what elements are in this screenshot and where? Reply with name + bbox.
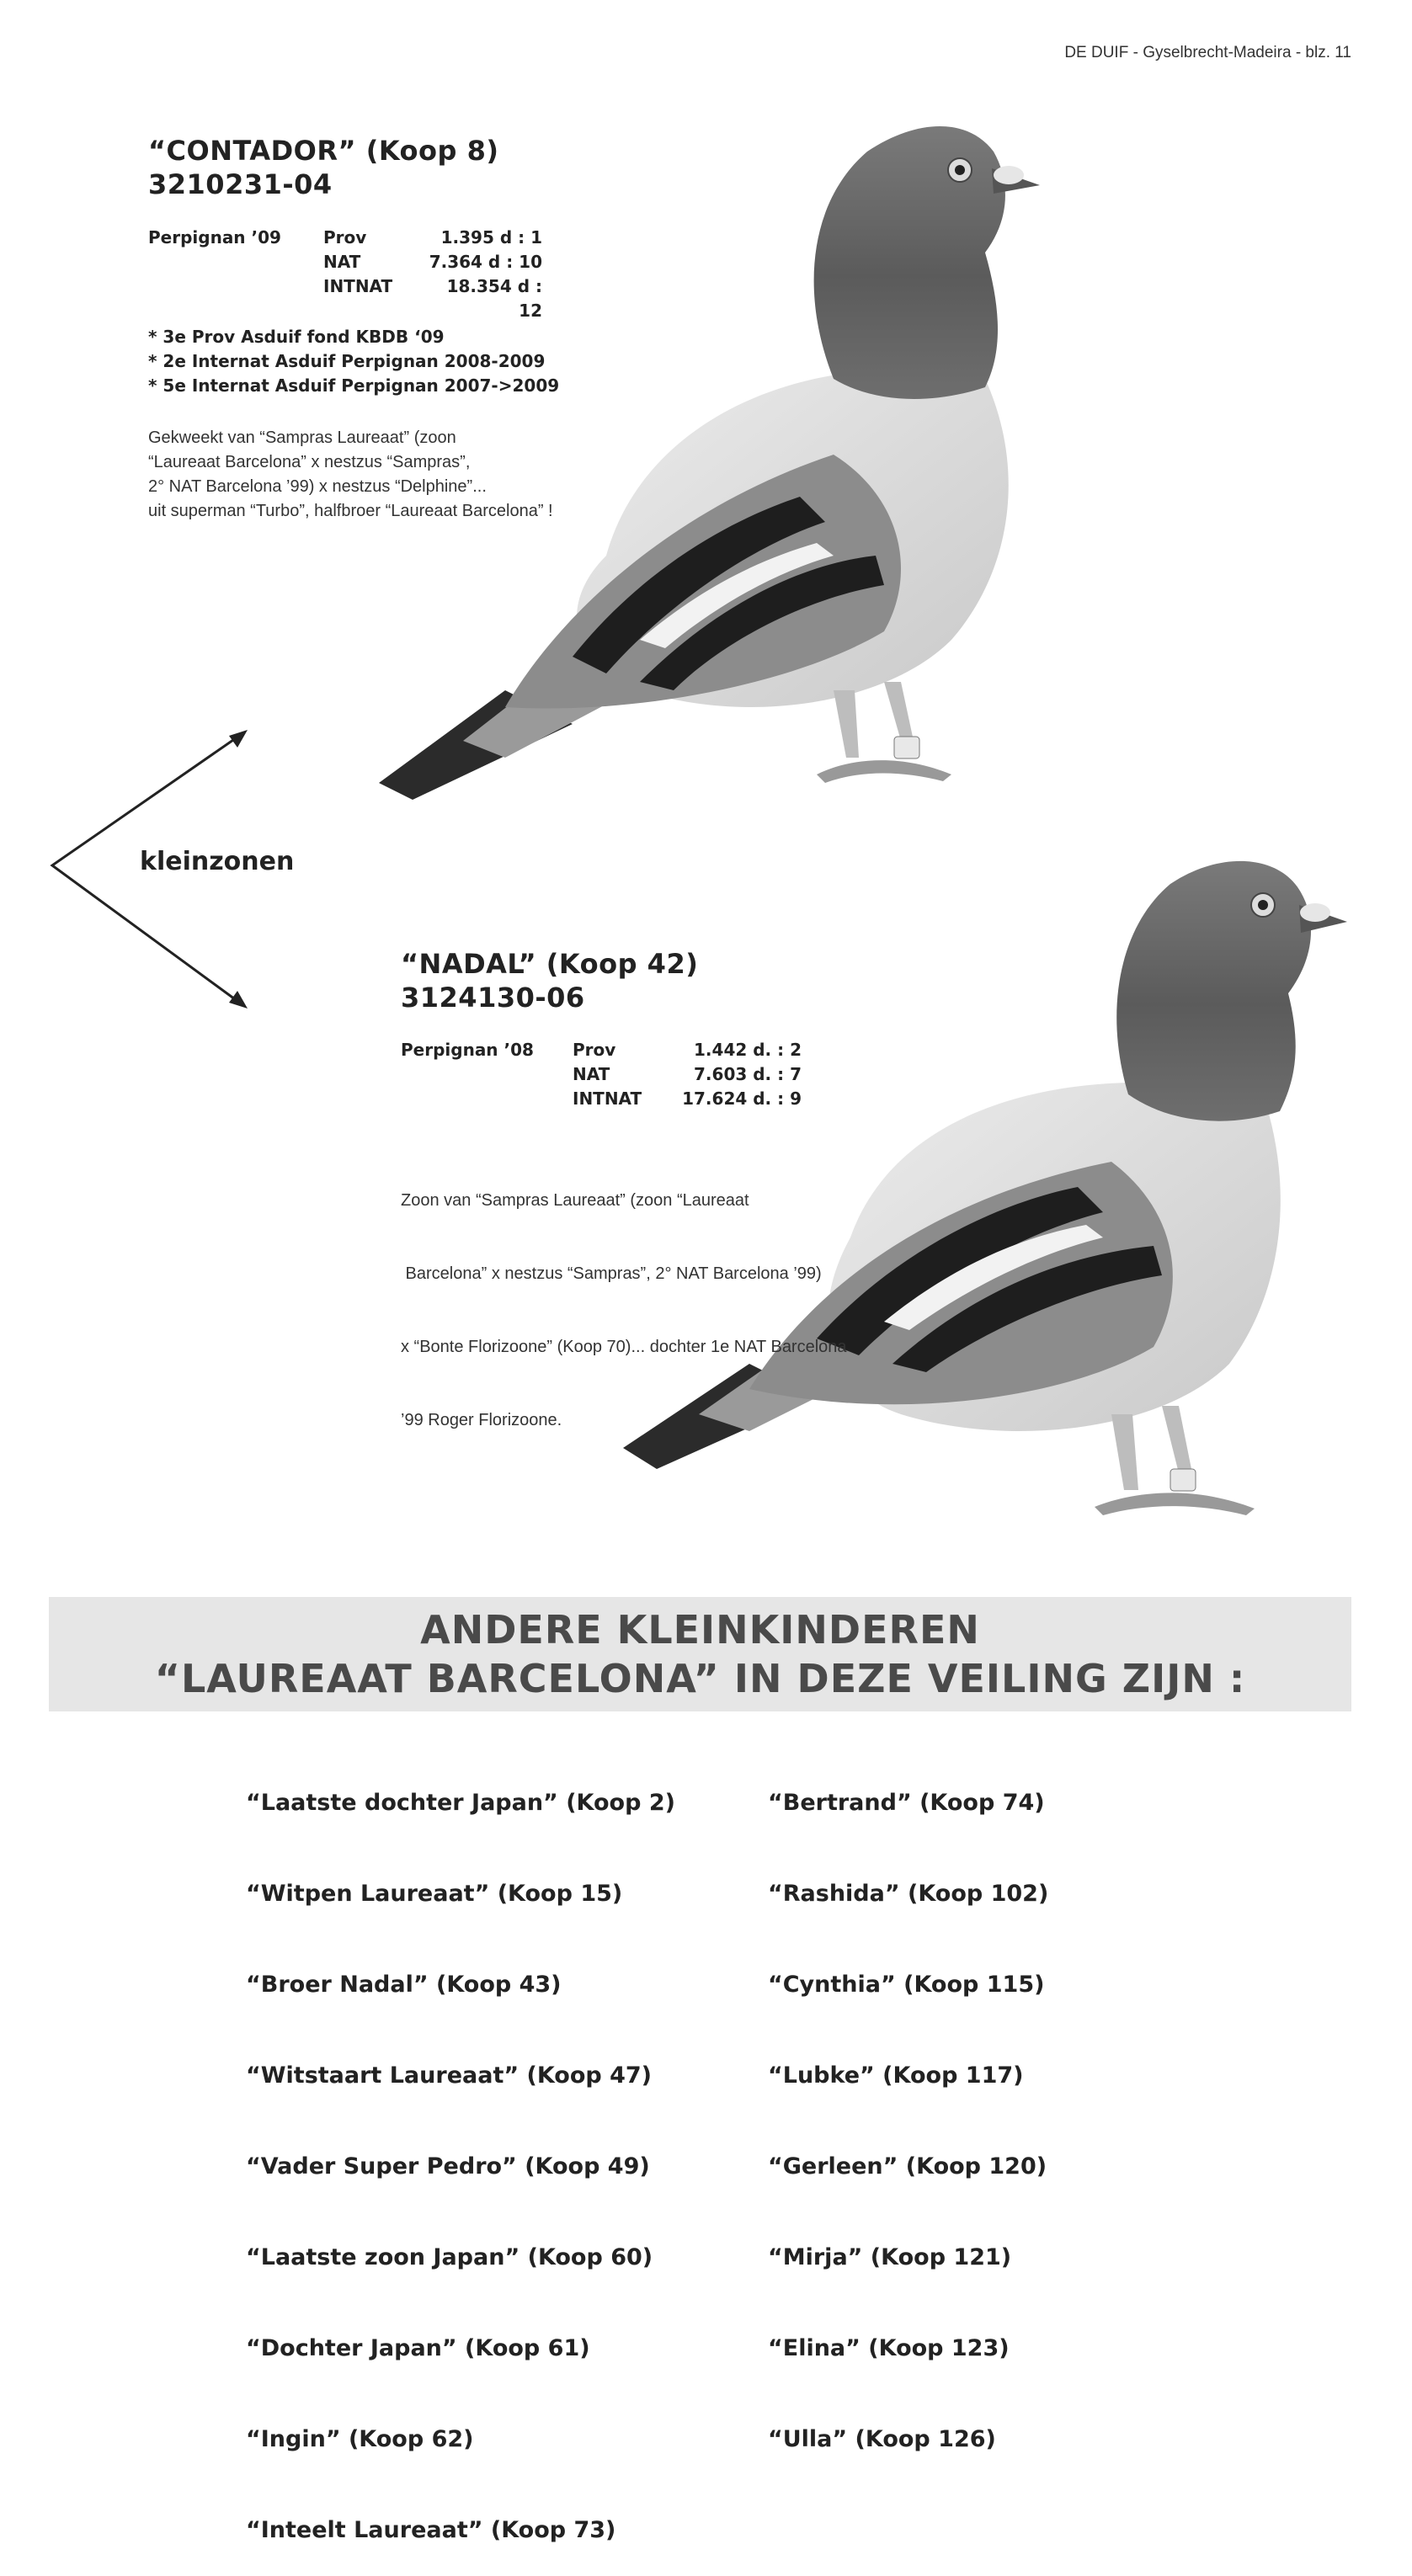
nadal-result-value: 7.603 d. : 7: [694, 1064, 802, 1084]
honour-line: * 3e Prov Asduif fond KBDB ‘09: [148, 327, 445, 347]
contador-result-type: NAT: [323, 252, 361, 272]
nadal-result-type: INTNAT: [573, 1088, 642, 1109]
honour-line: * 2e Internat Asduif Perpignan 2008-2009: [148, 351, 546, 371]
contador-results: [148, 226, 569, 321]
list-item: “Lubke” (Koop 117): [768, 2062, 1024, 2089]
contador-result-value: 7.364 d : 10: [429, 252, 542, 272]
contador-title: “CONTADOR” (Koop 8): [148, 135, 499, 167]
nadal-title: “NADAL” (Koop 42): [401, 948, 699, 980]
contador-result-type: Prov: [323, 227, 367, 247]
pedigree-line: x “Bonte Florizoone” (Koop 70)... dochter 1e NAT Barcelona: [401, 1338, 847, 1356]
list-item: “Broer Nadal” (Koop 43): [246, 1972, 562, 1998]
nadal-result-value: 1.442 d. : 2: [694, 1040, 802, 1060]
grandchildren-list-right: [768, 1727, 1048, 2485]
list-item: “Laatste dochter Japan” (Koop 2): [246, 1790, 675, 1816]
contador-ring-number: 3210231-04: [148, 168, 333, 200]
grandchildren-list-left: [246, 1727, 675, 2576]
list-item: “Bertrand” (Koop 74): [768, 1790, 1045, 1816]
contador-result-type: INTNAT: [323, 276, 393, 296]
pedigree-line: Barcelona” x nestzus “Sampras”, 2° NAT Barcelona ’99): [401, 1264, 822, 1283]
running-header: DE DUIF - Gyselbrecht-Madeira - blz. 11: [1064, 44, 1351, 61]
list-item: “Elina” (Koop 123): [768, 2335, 1010, 2361]
list-item: “Ingin” (Koop 62): [246, 2426, 474, 2452]
list-item: “Inteelt Laureaat” (Koop 73): [246, 2517, 616, 2543]
nadal-result-type: Prov: [573, 1040, 616, 1060]
nadal-results: [401, 1038, 822, 1114]
arrowhead-down-icon: [229, 991, 248, 1009]
contador-honours: [148, 325, 559, 398]
banner-line-1: ANDERE KLEINKINDEREN: [420, 1607, 980, 1653]
grandchildren-banner: [49, 1597, 1351, 1711]
list-item: “Dochter Japan” (Koop 61): [246, 2335, 590, 2361]
contador-race: Perpignan ’09: [148, 227, 281, 247]
list-item: “Mirja” (Koop 121): [768, 2244, 1012, 2270]
pedigree-line: “Laureaat Barcelona” x nestzus “Sampras”,: [148, 453, 471, 471]
contador-result-value: 18.354 d : 12: [446, 276, 542, 321]
banner-line-2: “LAUREAAT BARCELONA” IN DEZE VEILING ZIJN :: [154, 1656, 1246, 1701]
pedigree-line: Gekweekt van “Sampras Laureaat” (zoon: [148, 428, 456, 447]
contador-pedigree: [148, 426, 553, 524]
kleinzonen-label: kleinzonen: [140, 847, 295, 876]
list-item: “Laatste zoon Japan” (Koop 60): [246, 2244, 653, 2270]
arrowhead-up-icon: [229, 730, 248, 748]
list-item: “Rashida” (Koop 102): [768, 1881, 1049, 1907]
pedigree-line: 2° NAT Barcelona ’99) x nestzus “Delphine”...: [148, 477, 487, 496]
nadal-result-type: NAT: [573, 1064, 610, 1084]
pedigree-line: uit superman “Turbo”, halfbroer “Laureaat Barcelona” !: [148, 502, 553, 520]
nadal-pedigree: [401, 1140, 847, 1457]
honour-line: * 5e Internat Asduif Perpignan 2007->2009: [148, 375, 560, 396]
list-item: “Vader Super Pedro” (Koop 49): [246, 2153, 650, 2179]
list-item: “Cynthia” (Koop 115): [768, 1972, 1045, 1998]
contador-result-value: 1.395 d : 1: [440, 227, 542, 247]
list-item: “Ulla” (Koop 126): [768, 2426, 996, 2452]
pedigree-line: Zoon van “Sampras Laureaat” (zoon “Laureaat: [401, 1191, 749, 1210]
nadal-ring-number: 3124130-06: [401, 982, 585, 1014]
list-item: “Witstaart Laureaat” (Koop 47): [246, 2062, 653, 2089]
list-item: “Gerleen” (Koop 120): [768, 2153, 1047, 2179]
nadal-race: Perpignan ’08: [401, 1040, 534, 1060]
list-item: “Witpen Laureaat” (Koop 15): [246, 1881, 623, 1907]
nadal-result-value: 17.624 d. : 9: [682, 1088, 802, 1109]
pedigree-line: ’99 Roger Florizoone.: [401, 1411, 562, 1429]
